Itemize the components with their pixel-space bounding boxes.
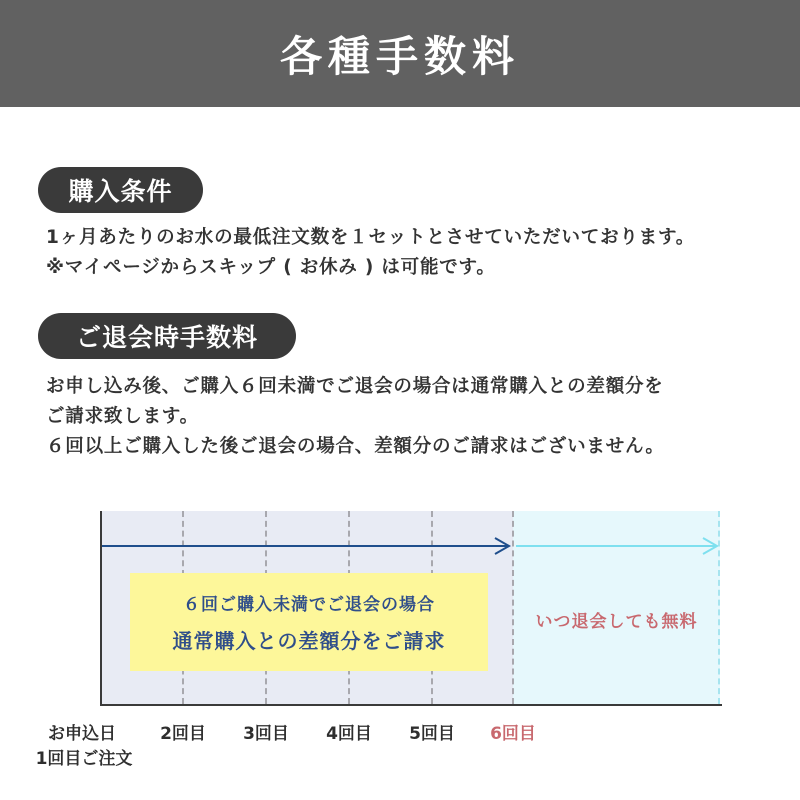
free-period-arrow (516, 538, 717, 554)
cancellation-fee-line-3: ６回以上ご購入した後ご退会の場合、差額分のご請求はございません。 (46, 436, 665, 457)
timeline-x-axis (100, 704, 722, 706)
page-header (0, 0, 800, 107)
timeline-label-order-2: 2回目 (160, 724, 206, 744)
free-cancellation-text: いつ退会しても無料 (535, 612, 698, 632)
purchase-condition-line-2: ※マイページからスキップ ( お休み ) は可能です。 (46, 257, 496, 278)
fee-timeline-diagram (0, 505, 800, 705)
timeline-label-order-5: 5回目 (409, 724, 455, 744)
cancellation-fee-badge: ご退会時手数料 (38, 313, 296, 359)
fee-notice-line-2: 通常購入との差額分をご請求 (172, 629, 446, 653)
purchase-conditions-badge: 購入条件 (38, 167, 203, 213)
purchase-condition-line-1: 1ヶ月あたりのお水の最低注文数を１セットとさせていただいております。 (46, 227, 696, 248)
fee-notice-line-1: ６回ご購入未満でご退会の場合 (183, 595, 435, 615)
cancellation-fee-line-1: お申し込み後、ご購入６回未満でご退会の場合は通常購入との差額分を (46, 376, 664, 397)
cancellation-fee-line-2: ご請求致します。 (46, 406, 199, 427)
timeline-label-order-4: 4回目 (326, 724, 372, 744)
timeline-y-axis (100, 511, 102, 706)
page-title: 各種手数料 (279, 31, 520, 81)
timeline-label-first-order: 1回目ご注文 (35, 749, 133, 769)
fee-period-arrow (101, 538, 509, 554)
timeline-label-order-6: 6回目 (490, 724, 536, 744)
fee-notice-box (130, 573, 488, 671)
timeline-label-order-3: 3回目 (243, 724, 289, 744)
timeline-label-application-date: お申込日 (48, 724, 116, 744)
